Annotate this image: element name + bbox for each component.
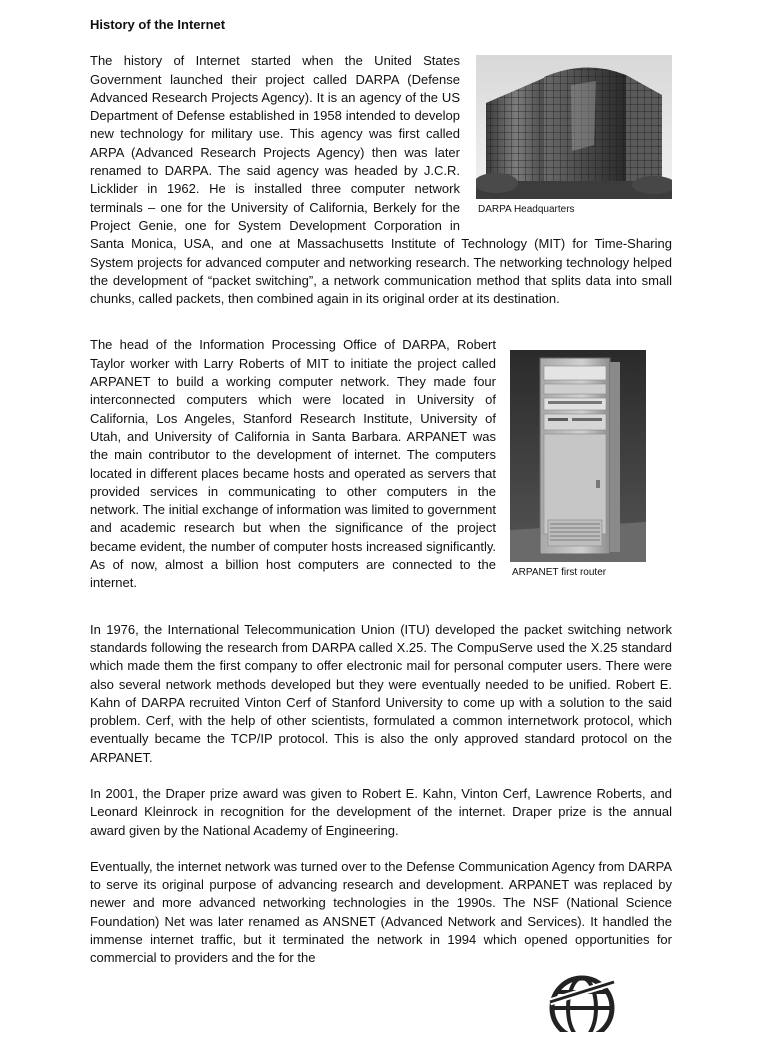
server-rack-photo-icon (510, 350, 646, 562)
paragraph-5 (90, 858, 672, 968)
figure-arpanet-router (510, 350, 656, 579)
office-building-photo-icon (476, 55, 672, 199)
paragraph-text: In 2001, the Draper prize award was given to Robert E. Kahn, Vinton Cerf, Lawrence Roberts, and Leonard Kleinrock in recognition for the development of the internet. Draper prize is the annual award given by the National Academy of Engineering. (90, 785, 672, 838)
paragraph-4 (90, 785, 672, 840)
globe-icon (540, 972, 624, 1032)
paragraph-text: The history of Internet started when the United States Government launched their project called DARPA (Defense Advanced Research Projects Agency). It is an agency of the US Department of Defense established in 1958 intended to develop new technology for military use. This agency was first called ARPA (Advanced Research Projects Agency) then was later renamed to DARPA. The said agency was headed by J.C.R. Licklider in 1962. He is installed three computer network terminals – one for the University of California, Berkely for the Project Genie, one for System Development Corporation in Santa Monica, USA, and one at Massachusetts Institute of Technology (MIT) for Time-Sharing System projects for advanced computer and networking research. The networking technology helped the development of “packet switching”, a network communication method that splits data into small chunks, called packets, then combined again in its original order at its destination. (90, 53, 672, 307)
figure-caption: DARPA Headquarters (478, 204, 575, 216)
paragraph-text: The head of the Information Processing Office of DARPA, Robert Taylor worker with Larry Roberts of MIT to initiate the project called ARPANET to build a working computer network. They made four interconnected computers which were located in University of California, Los Angeles, Stanford Research Institute, University of Utah, and University of California in Santa Barbara. ARPANET was the main contributor to the development of internet. The computers located in different places became hosts and operated as servers that provided services in communicating to other computers in the network. The initial exchange of information was limited to government and academic research but when the significance of the project became evident, the number of computer hosts increased significantly. As of now, almost a billion host computers are connected to the internet. (90, 337, 496, 591)
paragraph-1 (90, 52, 672, 308)
paragraph-text: Eventually, the internet network was turned over to the Defense Communication Agency from DARPA to serve its original purpose of advancing research and development. ARPANET was replaced by newer and more advanced networking technologies in the 1990s. The NSF (National Science Foundation) Net was later renamed as ANSNET (Advanced Network and Services). It handled the immense internet traffic, but it terminated the network in 1994 which opened opportunities for commercial to providers and the for the (90, 858, 672, 966)
document-page (90, 16, 672, 968)
figure-caption: ARPANET first router (512, 567, 607, 579)
paragraph-3 (90, 621, 672, 767)
figure-darpa-headquarters (476, 55, 672, 216)
paragraph-2 (90, 336, 672, 592)
paragraph-text: In 1976, the International Telecommunication Union (ITU) developed the packet switching network standards following the research from DARPA called X.25. The CompuServe used the X.25 standard which made them the first company to offer electronic mail for personal computer users. There were also several network methods developed but they were eventually needed to be unified. Robert E. Kahn of DARPA recruited Vinton Cerf of Stanford University to come up with a solution to the said problem. Cerf, with the help of other scientists, formulated a common internetwork protocol, which eventually became the TCP/IP protocol. This is also the only approved standard protocol on the ARPANET. (90, 621, 672, 765)
page-title: History of the Internet (90, 17, 226, 32)
